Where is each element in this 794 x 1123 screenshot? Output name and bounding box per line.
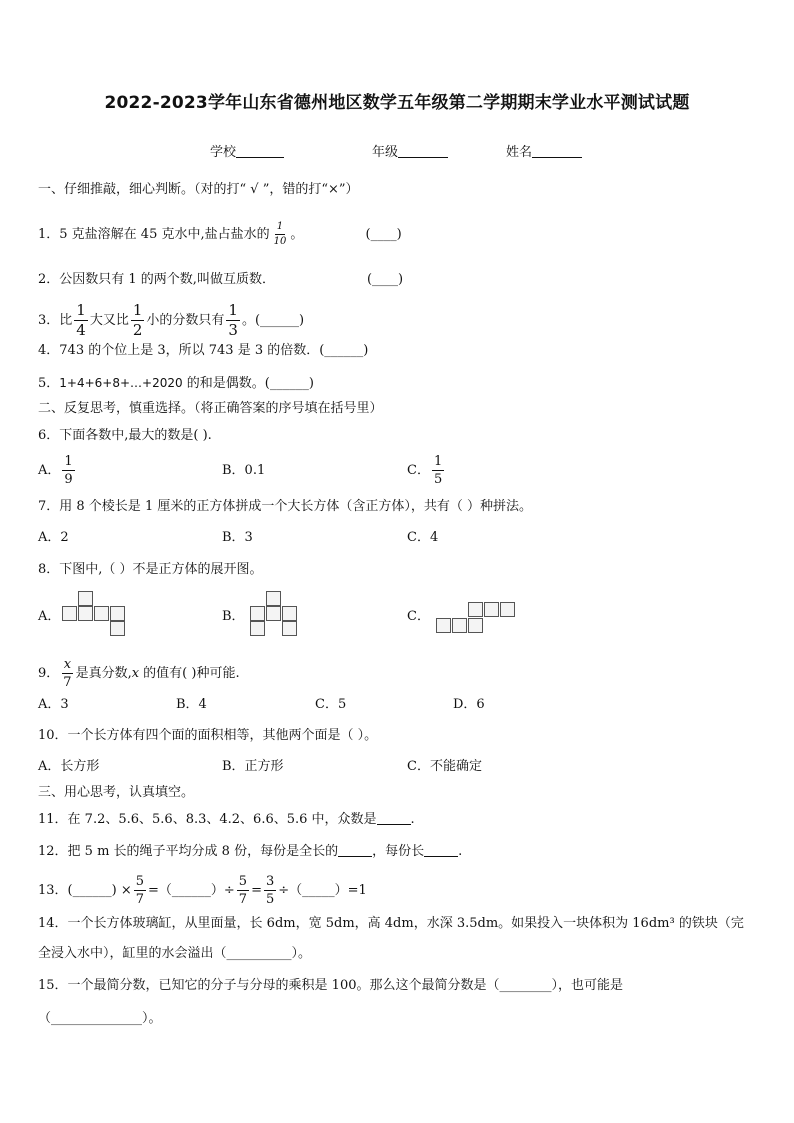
school-field[interactable]: 学校	[210, 141, 284, 160]
question-14-line-2: 全浸入水中），缸里的水会溢出（__________）。	[38, 946, 312, 961]
cube-net-b	[250, 591, 298, 639]
option-b[interactable]: B．4	[176, 697, 207, 712]
option-a[interactable]: A．长方形	[38, 759, 100, 774]
option-c[interactable]: C．不能确定	[407, 759, 482, 774]
grade-field[interactable]: 年级	[372, 141, 448, 160]
answer-paren[interactable]: (____)	[366, 272, 404, 287]
question-14-line-1: 14．一个长方体玻璃缸，从里面量，长 6dm，宽 5dm，高 4dm，水深 3.5dm。如果投入一块体积为 16dm³ 的铁块（完	[38, 916, 744, 931]
option-b[interactable]: B．0.1	[222, 463, 266, 478]
section-3-heading: 三、用心思考，认真填空。	[38, 785, 195, 800]
section-2-heading: 二、反复思考，慎重选择。（将正确答案的序号填在括号里）	[38, 401, 383, 416]
cube-net-c	[436, 602, 518, 636]
option-b[interactable]: B．3	[222, 530, 253, 545]
option-c[interactable]: C．4	[407, 530, 439, 545]
answer-paren[interactable]: (____)	[365, 227, 402, 242]
question-13: 13．(______) × $\frac{5}{7}$ =（______）÷ $\frac{5}{7}$ = $\frac{3}{5}$ ÷（_____）=1	[38, 874, 367, 907]
question-3: 3．比 $\frac{1}{4}$ 大又比 $\frac{1}{2}$ 小的分数只有 $\frac{1}{3}$ 。(______)	[38, 301, 305, 339]
question-4: 4．743 的个位上是 3，所以 743 是 3 的倍数．(______)	[38, 343, 369, 358]
question-12: 12．把 5 m 长的绳子平均分成 8 份，每份是全长的 ，每份长 .	[38, 844, 463, 859]
question-15-line-1: 15．一个最简分数，已知它的分子与分母的乘积是 100。那么这个最简分数是（________），也可能是	[38, 978, 623, 993]
question-6: 6．下面各数中,最大的数是( ).	[38, 428, 212, 443]
option-c[interactable]: C．5	[315, 697, 347, 712]
option-a[interactable]: A． $\frac{1}{9}$	[38, 454, 73, 487]
question-11: 11．在 7.2、5.6、5.6、8.3、4.2、6.6、5.6 中，众数是 .	[38, 812, 415, 827]
option-c[interactable]: C．	[407, 609, 430, 624]
question-5: 5．1+4+6+8+…+2020 的和是偶数。(______)	[38, 376, 314, 391]
option-a[interactable]: A．	[38, 609, 61, 624]
fraction: $\frac{1}{10}$	[273, 221, 287, 247]
option-d[interactable]: D．6	[453, 697, 485, 712]
question-9: 9． $\frac{x}{7}$ 是真分数,x 的值有( )种可能.	[38, 657, 240, 690]
option-a[interactable]: A．3	[38, 697, 69, 712]
option-a[interactable]: A．2	[38, 530, 69, 545]
option-b[interactable]: B．	[222, 609, 245, 624]
option-b[interactable]: B．正方形	[222, 759, 284, 774]
page-title: 2022-2023学年山东省德州地区数学五年级第二学期期末学业水平测试试题	[104, 93, 690, 113]
question-7: 7．用 8 个棱长是 1 厘米的正方体拼成一个大长方体（含正方体），共有（ ）种拼法。	[38, 499, 532, 514]
section-1-heading: 一、仔细推敲，细心判断。（对的打“ √ ”，错的打“×”）	[38, 182, 359, 197]
name-field[interactable]: 姓名	[506, 141, 582, 160]
question-15-line-2: （______________）。	[38, 1011, 162, 1026]
answer-blank[interactable]	[424, 842, 458, 857]
question-8: 8．下图中,（ ）不是正方体的展开图。	[38, 562, 263, 577]
question-2: 2．公因数只有 1 的两个数,叫做互质数． (____)	[38, 272, 404, 287]
question-1: 1．5 克盐溶解在 45 克水中,盐占盐水的 $\frac{1}{10}$ 。 (____)	[38, 221, 402, 247]
answer-blank[interactable]	[338, 842, 372, 857]
answer-paren[interactable]: 。(______)	[241, 313, 305, 328]
question-10: 10．一个长方体有四个面的面积相等，其他两个面是（ ）。	[38, 728, 378, 743]
cube-net-a	[62, 591, 128, 639]
option-c[interactable]: C． $\frac{1}{5}$	[407, 454, 443, 487]
answer-blank[interactable]	[377, 810, 411, 825]
